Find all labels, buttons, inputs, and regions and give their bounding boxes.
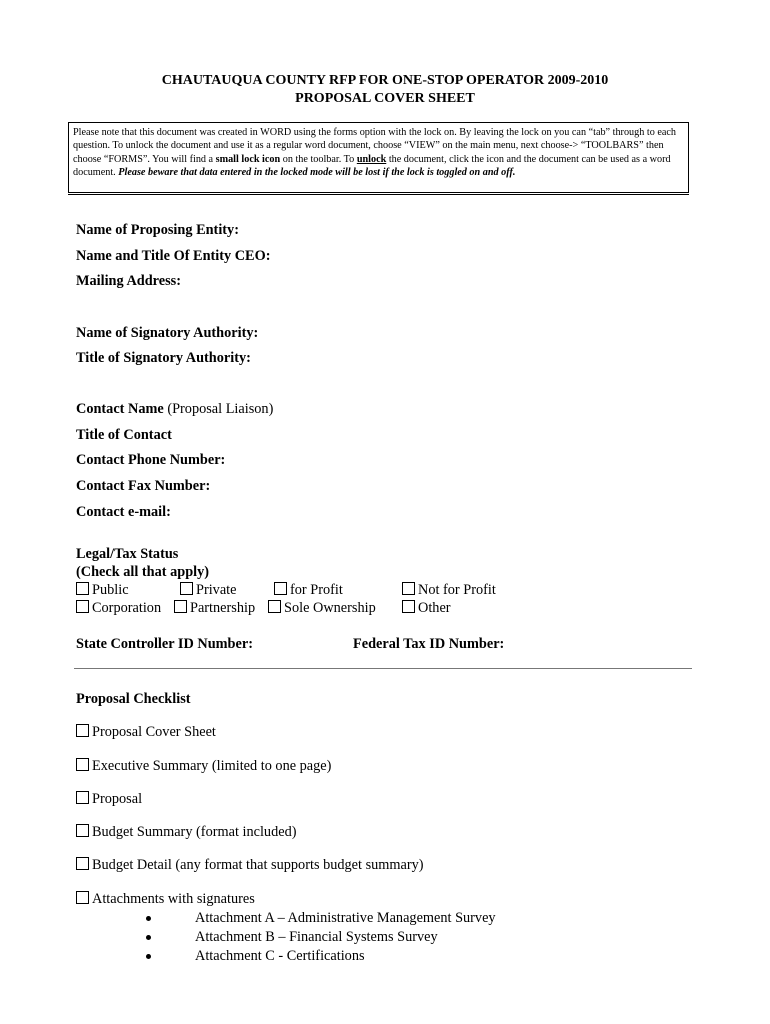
option-label: Private — [196, 582, 237, 598]
option-label: Sole Ownership — [284, 600, 376, 616]
notice-text-2: on the toolbar. To — [280, 153, 357, 165]
bullet-icon — [146, 916, 151, 921]
notice-bold-unlock: unlock — [356, 153, 387, 165]
notice-text-1: Please note that this document was created in WORD using the forms option with the lock on. By leaving the lock on you can “tab” through to each question. To unlock the document and use it as a regular word document, choose “VIEW” on the main menu, next choose-> “TOOLBARS” then choose “FORMS”. You will find a — [73, 127, 676, 165]
attachment-item — [146, 910, 496, 927]
checkbox[interactable] — [76, 758, 89, 771]
option-label: Partnership — [190, 600, 256, 616]
checklist-item-label: Proposal Cover Sheet — [92, 724, 216, 740]
checklist-heading: Proposal Checklist — [76, 691, 191, 707]
checklist-item[interactable] — [76, 791, 142, 808]
checkbox[interactable] — [180, 582, 193, 595]
notice-warning: Please beware that data entered in the locked mode will be lost if the lock is toggled on and off. — [118, 167, 516, 179]
bullet-icon — [146, 954, 151, 959]
attachment-item — [146, 948, 365, 965]
field-contact-phone[interactable]: Contact Phone Number: — [76, 452, 226, 468]
checkbox[interactable] — [174, 600, 187, 613]
attachment-label: Attachment C - Certifications — [195, 948, 365, 964]
checkbox[interactable] — [76, 724, 89, 737]
notice-bold-lock-icon: small lock icon — [215, 153, 281, 165]
checkbox[interactable] — [268, 600, 281, 613]
option-partnership[interactable] — [174, 600, 255, 617]
field-federal-tax-id[interactable]: Federal Tax ID Number: — [353, 636, 505, 652]
checkbox[interactable] — [402, 582, 415, 595]
checklist-item[interactable] — [76, 758, 331, 775]
checkbox[interactable] — [76, 791, 89, 804]
legal-status-subheading: (Check all that apply) — [76, 564, 210, 580]
field-entity-ceo[interactable]: Name and Title Of Entity CEO: — [76, 248, 271, 264]
document-title: CHAUTAUQUA COUNTY RFP FOR ONE-STOP OPERATOR 2009-2010 — [161, 73, 609, 88]
section-divider — [74, 668, 692, 669]
checkbox[interactable] — [76, 891, 89, 904]
legal-status-heading: Legal/Tax Status — [76, 546, 179, 562]
checkbox[interactable] — [402, 600, 415, 613]
checklist-item[interactable] — [76, 724, 216, 741]
option-label: Other — [418, 600, 451, 616]
option-not-for-profit[interactable] — [402, 582, 496, 599]
option-public[interactable] — [76, 582, 129, 599]
checkbox[interactable] — [76, 582, 89, 595]
option-label: for Profit — [290, 582, 343, 598]
instructions-notice — [68, 122, 689, 193]
option-other[interactable] — [402, 600, 451, 617]
checklist-item-label: Proposal — [92, 791, 143, 807]
checklist-item[interactable] — [76, 857, 424, 874]
option-sole-ownership[interactable] — [268, 600, 376, 617]
checkbox[interactable] — [76, 857, 89, 870]
option-corporation[interactable] — [76, 600, 161, 617]
checkbox[interactable] — [274, 582, 287, 595]
option-for-profit[interactable] — [274, 582, 343, 599]
bullet-icon — [146, 935, 151, 940]
document-subtitle: PROPOSAL COVER SHEET — [295, 91, 475, 106]
field-signatory-title[interactable]: Title of Signatory Authority: — [76, 350, 251, 366]
attachment-item — [146, 929, 438, 946]
checkbox[interactable] — [76, 600, 89, 613]
field-contact-email[interactable]: Contact e-mail: — [76, 504, 171, 520]
option-label: Public — [92, 582, 129, 598]
option-private[interactable] — [180, 582, 237, 599]
checklist-item-label: Attachments with signatures — [92, 891, 255, 907]
checklist-item-label: Budget Summary (format included) — [92, 824, 297, 840]
checklist-item[interactable] — [76, 891, 255, 908]
attachment-label: Attachment B – Financial Systems Survey — [195, 929, 438, 945]
option-label: Not for Profit — [418, 582, 496, 598]
checklist-item-label: Budget Detail (any format that supports budget summary) — [92, 857, 424, 873]
attachment-label: Attachment A – Administrative Management Survey — [195, 910, 496, 926]
option-label: Corporation — [92, 600, 162, 616]
field-contact-title[interactable]: Title of Contact — [76, 427, 172, 443]
contact-name-note: (Proposal Liaison) — [163, 401, 274, 417]
contact-name-label: Contact Name — [76, 401, 164, 417]
field-state-controller-id[interactable]: State Controller ID Number: — [76, 636, 253, 652]
field-contact-fax[interactable]: Contact Fax Number: — [76, 478, 211, 494]
checklist-item-label: Executive Summary (limited to one page) — [92, 758, 332, 774]
checklist-item[interactable] — [76, 824, 296, 841]
checkbox[interactable] — [76, 824, 89, 837]
field-mailing-address[interactable]: Mailing Address: — [76, 273, 181, 289]
field-proposing-entity[interactable]: Name of Proposing Entity: — [76, 222, 239, 238]
field-contact-name[interactable] — [76, 401, 273, 418]
notice-text-3: the document, click the icon and the document can be used as a word document. — [73, 153, 671, 179]
field-signatory-name[interactable]: Name of Signatory Authority: — [76, 325, 259, 341]
